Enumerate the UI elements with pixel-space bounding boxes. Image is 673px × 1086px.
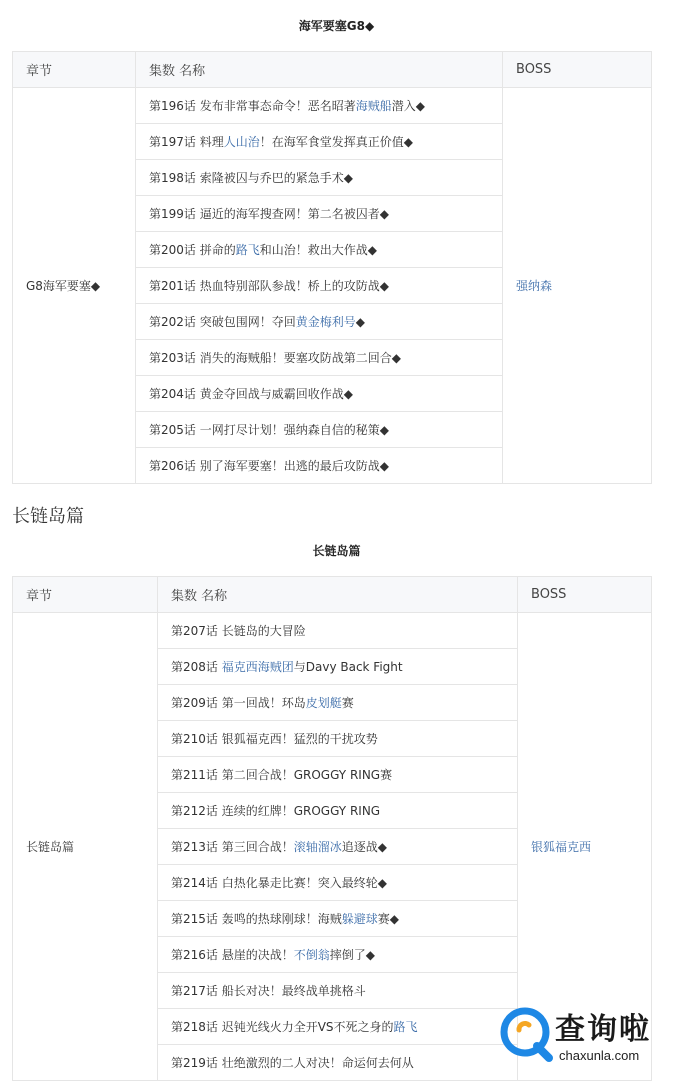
episode-text: 第207话 长链岛的大冒险 [171,624,306,638]
episode-cell [136,340,503,376]
episode-cell [136,232,503,268]
episode-text: 第197话 料理 [149,135,224,149]
episode-cell [136,376,503,412]
episode-text: 第219话 壮绝激烈的二人对决！命运何去何从 [171,1056,414,1070]
episode-link[interactable]: 海贼船 [355,99,392,113]
episode-cell [158,721,518,757]
header-chapter: 章节 [13,577,158,613]
episode-text: 第200话 拼命的 [149,243,236,257]
episode-text: ！在海军食堂发挥真正价值◆ [259,135,413,149]
table-caption-g8: 海军要塞G8◆ [298,19,375,33]
table-row [13,88,652,124]
episode-link[interactable]: 福克西海贼团 [221,660,294,674]
episode-cell [136,88,503,124]
episode-text: 第196话 发布非常事态命令！恶名昭著 [149,99,356,113]
table-header-row [13,577,652,613]
episode-link[interactable]: 滚轴溜冰 [293,840,342,854]
episode-text: 第208话 [171,660,222,674]
episode-cell [158,901,518,937]
chapter-cell: 长链岛篇 [13,613,158,1081]
episode-text: 第205话 一网打尽计划！强纳森自信的秘策◆ [149,423,389,437]
episode-text: 第209话 第一回战！环岛 [171,696,306,710]
episode-cell [158,757,518,793]
episode-text: 摔倒了◆ [329,948,375,962]
episode-cell [136,196,503,232]
episode-cell [136,160,503,196]
episode-link[interactable]: 路飞 [393,1020,418,1034]
episode-text: 赛 [341,696,354,710]
watermark-logo [497,1000,673,1086]
episode-text: 第215话 轰鸣的热球刚球！海贼 [171,912,342,926]
episode-cell [158,829,518,865]
episode-text: 第218话 迟钝光线火力全开VS不死之身的 [171,1020,394,1034]
magnifier-q-icon [497,1004,557,1064]
episode-cell [136,412,503,448]
header-boss: BOSS [503,52,652,88]
boss-cell [503,88,652,484]
episode-cell [136,268,503,304]
episode-table-g8 [12,51,652,484]
episode-cell [158,973,518,1009]
episode-text: 第201话 热血特别部队参战！桥上的攻防战◆ [149,279,389,293]
table-header-row [13,52,652,88]
episode-cell [158,865,518,901]
episode-text: 第204话 黄金夺回战与威霸回收作战◆ [149,387,353,401]
section-heading: 长链岛篇 [12,506,84,527]
episode-cell [136,304,503,340]
episode-cell [136,124,503,160]
episode-text: 第210话 银狐福克西！猛烈的干扰攻势 [171,732,378,746]
watermark-url: chaxunla.com [559,1048,640,1063]
episode-text: 第212话 连续的红牌！GROGGY RING [171,804,381,818]
episode-text: 第198话 索隆被囚与乔巴的紧急手术◆ [149,171,353,185]
episode-link[interactable]: 山治 [235,135,260,149]
watermark-name: 查询啦 [555,1012,651,1047]
episode-cell [136,448,503,484]
episode-text: 和山治！救出大作战◆ [259,243,377,257]
table-row [13,613,652,649]
episode-text: 第202话 突破包围网！夺回 [149,315,296,329]
table-caption-long-ring: 长链岛篇 [312,544,361,558]
episode-link[interactable]: 不倒翁 [293,948,330,962]
episode-text: 潜入◆ [391,99,425,113]
episode-link[interactable]: 人 [223,135,236,149]
episode-text: 第199话 逼近的海军搜查网！第二名被囚者◆ [149,207,389,221]
episode-text: 第213话 第三回合战！ [171,840,294,854]
episode-text: 赛◆ [377,912,399,926]
episode-text: 第217话 船长对决！最终战单挑格斗 [171,984,366,998]
episode-link[interactable]: 躲避球 [341,912,378,926]
episode-cell [158,685,518,721]
episode-link[interactable]: 黄金梅利号 [295,315,356,329]
header-episode: 集数 名称 [136,52,503,88]
header-episode: 集数 名称 [158,577,518,613]
header-chapter: 章节 [13,52,136,88]
episode-text: 第203话 消失的海贼船！要塞攻防战第二回合◆ [149,351,401,365]
episode-text: 第211话 第二回合战！GROGGY RING赛 [171,768,393,782]
episode-link[interactable]: 路飞 [235,243,260,257]
episode-text: 第206话 别了海军要塞！出逃的最后攻防战◆ [149,459,389,473]
episode-text: 第214话 白热化暴走比赛！突入最终轮◆ [171,876,387,890]
chapter-cell: G8海军要塞◆ [13,88,136,484]
episode-text: 追逐战◆ [341,840,387,854]
episode-cell [158,649,518,685]
episode-cell [158,1009,518,1045]
episode-link[interactable]: 皮划艇 [305,696,342,710]
episode-cell [158,793,518,829]
episode-cell [158,937,518,973]
episode-cell [158,613,518,649]
episode-text: ◆ [355,315,365,329]
header-boss: BOSS [518,577,652,613]
episode-cell [158,1045,518,1081]
episode-text: 与Davy Back Fight [293,660,403,674]
episode-text: 第216话 悬崖的决战！ [171,948,294,962]
boss-link[interactable]: 银狐福克西 [531,840,592,854]
boss-link[interactable]: 强纳森 [516,279,553,293]
